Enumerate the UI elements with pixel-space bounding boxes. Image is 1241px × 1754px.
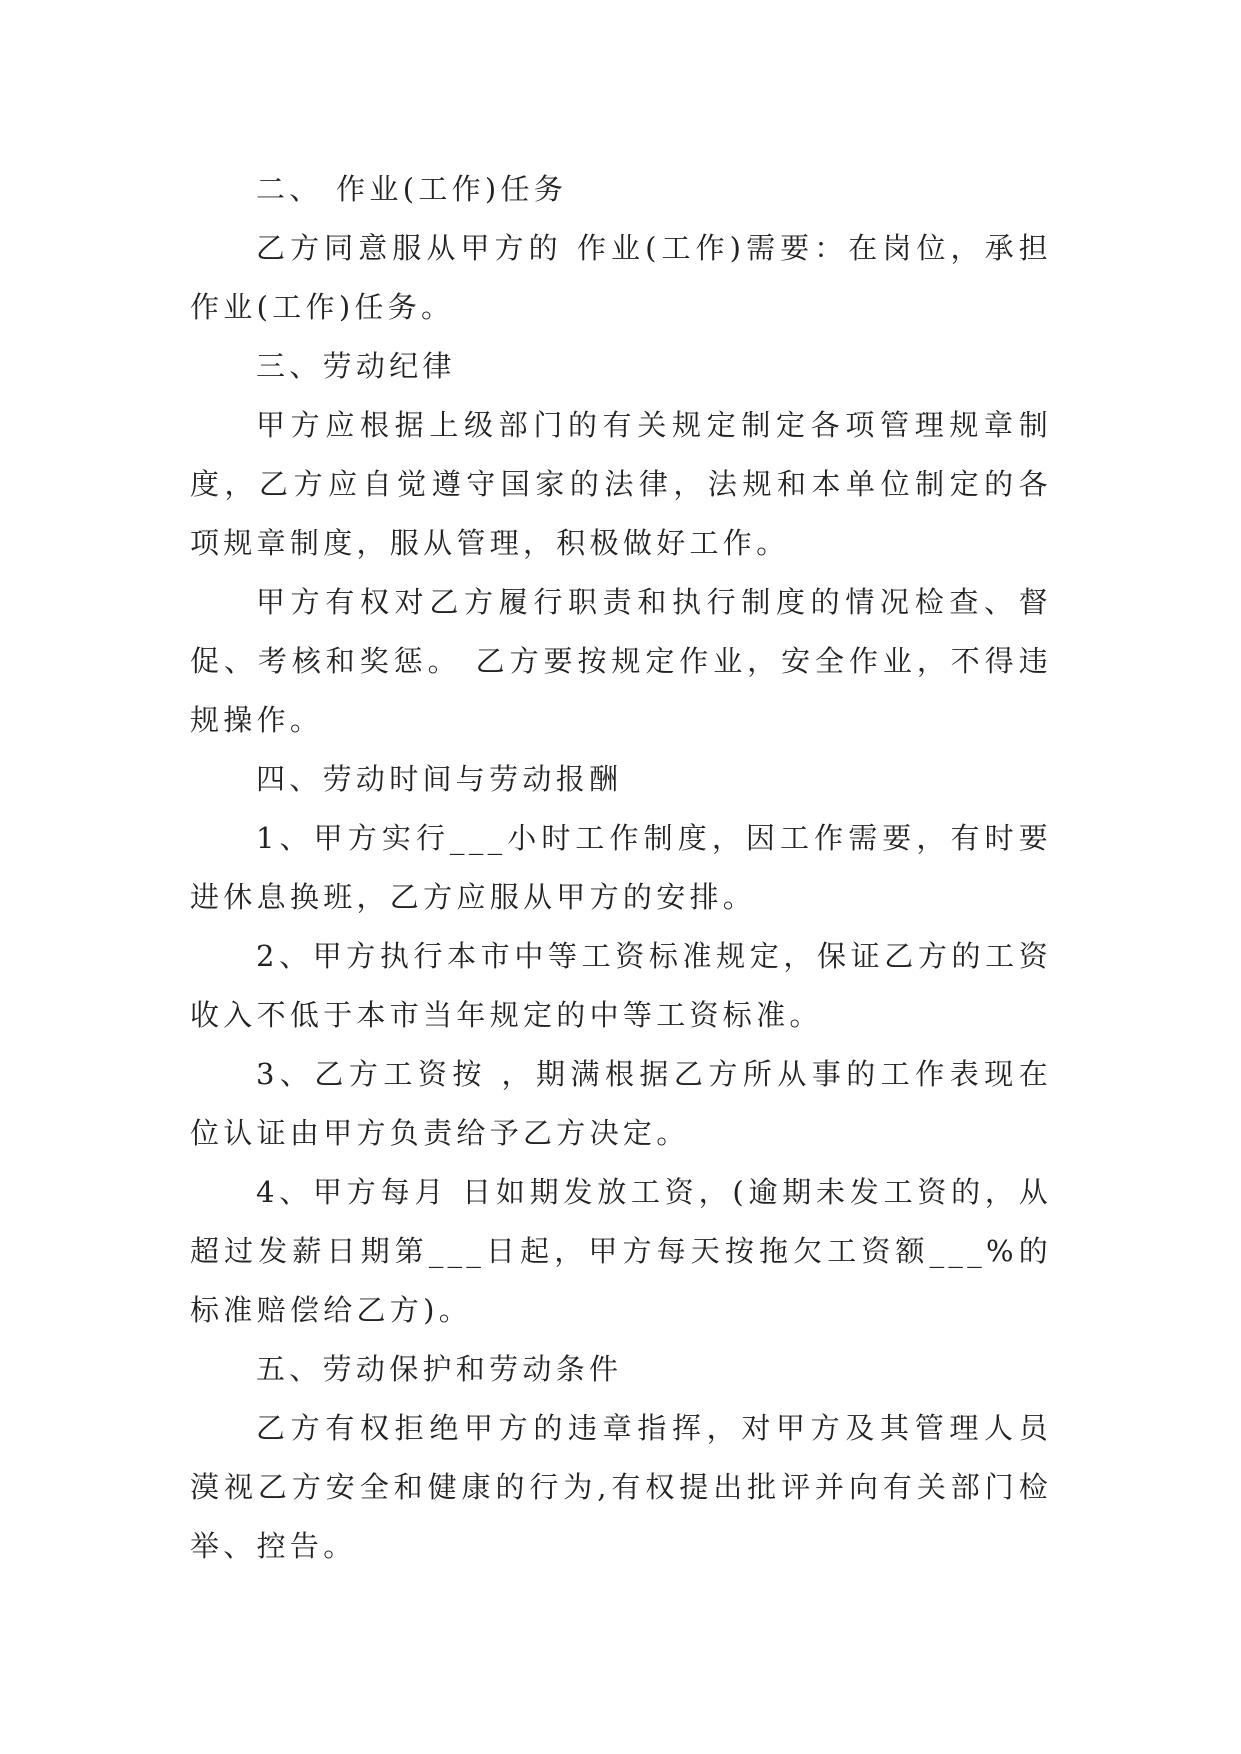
paragraph-clause-4: 4、甲方每月 日如期发放工资，(逾期未发工资的，从超过发薪日期第___日起，甲方每天按拖欠工资额___%的标准赔偿给乙方)。 xyxy=(190,1175,1052,1327)
paragraph-discipline-rules: 甲方应根据上级部门的有关规定制定各项管理规章制度，乙方应自觉遵守国家的法律，法规和本单位制定的各项规章制度，服从管理，积极做好工作。 xyxy=(190,408,1052,560)
section-heading-working-hours-pay: 四、劳动时间与劳动报酬 xyxy=(256,762,623,796)
paragraph-clause-1: 1、甲方实行___小时工作制度，因工作需要，有时要进休息换班，乙方应服从甲方的安排。 xyxy=(190,821,1052,914)
paragraph-clause-2: 2、甲方执行本市中等工资标准规定，保证乙方的工资收入不低于本市当年规定的中等工资标准。 xyxy=(190,939,1052,1032)
document-body xyxy=(190,160,1052,1576)
section-heading-work-task: 二、 作业(工作)任务 xyxy=(256,172,568,206)
paragraph-work-task: 乙方同意服从甲方的 作业(工作)需要：在岗位，承担作业(工作)任务。 xyxy=(190,231,1052,324)
paragraph-clause-3: 3、乙方工资按 ，期满根据乙方所从事的工作表现在位认证由甲方负责给予乙方决定。 xyxy=(190,1057,1052,1150)
section-heading-labor-protection: 五、劳动保护和劳动条件 xyxy=(256,1352,623,1386)
paragraph-discipline-inspection: 甲方有权对乙方履行职责和执行制度的情况检查、督促、考核和奖惩。 乙方要按规定作业，安全作业，不得违规操作。 xyxy=(190,585,1052,737)
section-heading-labor-discipline: 三、劳动纪律 xyxy=(256,349,456,383)
paragraph-labor-protection: 乙方有权拒绝甲方的违章指挥，对甲方及其管理人员漠视乙方安全和健康的行为,有权提出批评并向有关部门检举、控告。 xyxy=(190,1411,1052,1563)
